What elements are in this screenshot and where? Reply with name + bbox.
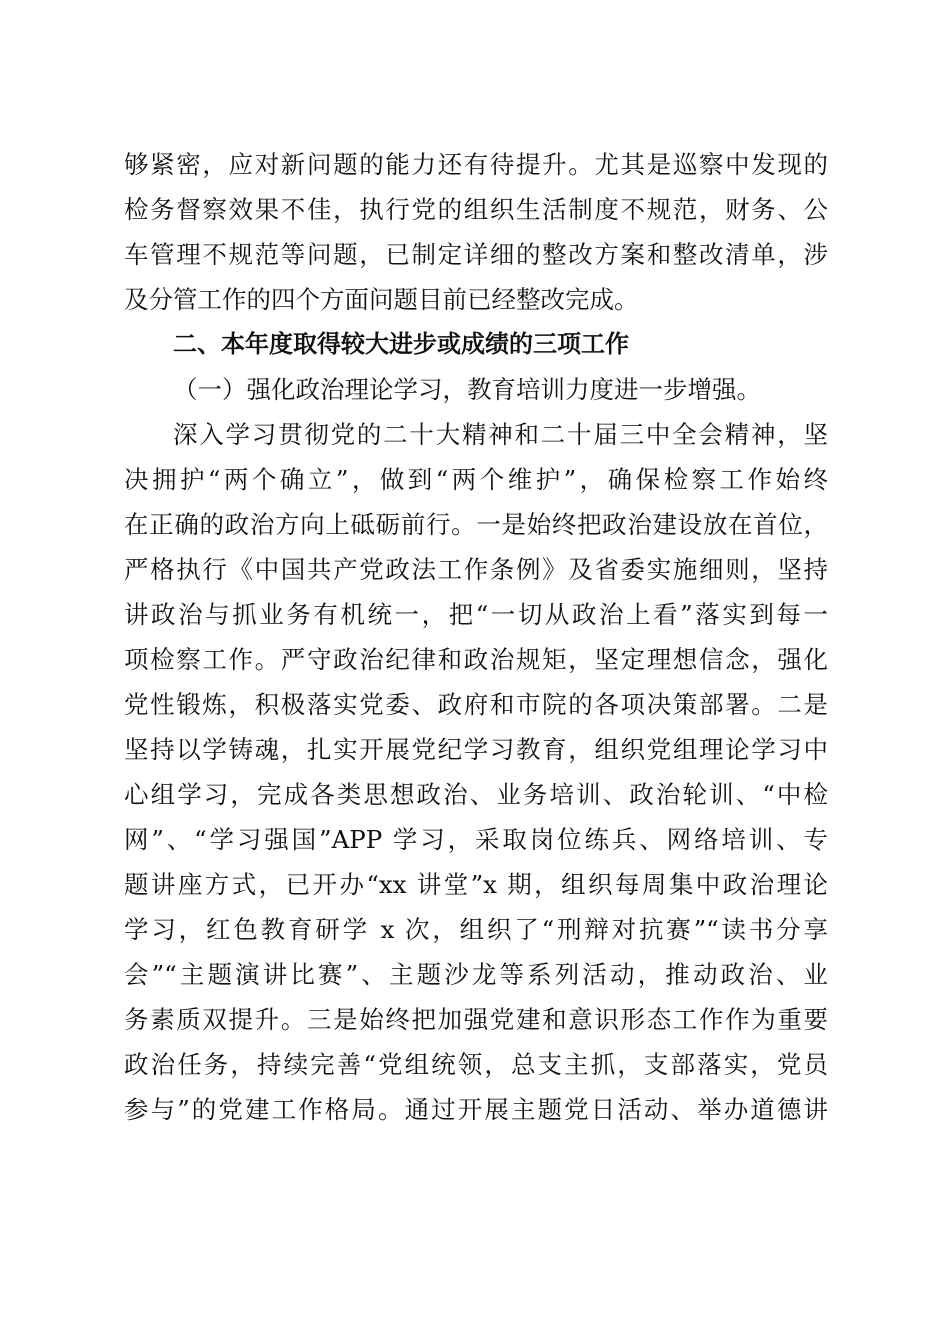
text-line: 网”、“学习强国”APP 学习，采取岗位练兵、网络培训、专	[124, 825, 828, 854]
text-line: 务素质双提升。三是始终把加强党建和意识形态工作作为重要	[124, 1005, 828, 1034]
text-line: 车管理不规范等问题，已制定详细的整改方案和整改清单，涉	[124, 240, 828, 269]
text-line: 党性锻炼，积极落实党委、政府和市院的各项决策部署。二是	[124, 690, 828, 719]
text-line: 学习，红色教育研学 x 次，组织了“刑辩对抗赛”“读书分享	[124, 915, 828, 944]
section-heading: 二、本年度取得较大进步或成绩的三项工作	[173, 330, 629, 358]
text-line: 心组学习，完成各类思想政治、业务培训、政治轮训、“中检	[124, 780, 828, 809]
text-line: 项检察工作。严守政治纪律和政治规矩，坚定理想信念，强化	[124, 645, 828, 674]
subsection-heading: （一）强化政治理论学习，教育培训力度进一步增强。	[173, 375, 761, 404]
text-line: 决拥护“两个确立”，做到“两个维护”，确保检察工作始终	[124, 465, 828, 494]
text-line: 深入学习贯彻党的二十大精神和二十届三中全会精神，坚	[173, 420, 828, 449]
text-line: 题讲座方式，已开办“xx 讲堂”x 期，组织每周集中政治理论	[124, 870, 828, 899]
text-line: 检务督察效果不佳，执行党的组织生活制度不规范，财务、公	[124, 195, 828, 224]
text-line: 政治任务，持续完善“党组统领，总支主抓，支部落实，党员	[124, 1050, 828, 1079]
text-line: 够紧密，应对新问题的能力还有待提升。尤其是巡察中发现的	[124, 150, 828, 179]
text-line: 严格执行《中国共产党政法工作条例》及省委实施细则，坚持	[124, 555, 828, 584]
paragraph-continuation	[124, 142, 828, 322]
document-body	[124, 142, 828, 1132]
text-line: 及分管工作的四个方面问题目前已经整改完成。	[124, 285, 639, 314]
text-line: 讲政治与抓业务有机统一，把“一切从政治上看”落实到每一	[124, 600, 828, 629]
text-line: 在正确的政治方向上砥砺前行。一是始终把政治建设放在首位，	[124, 510, 828, 539]
text-line: 会”“主题演讲比赛”、主题沙龙等系列活动，推动政治、业	[124, 960, 828, 989]
text-line: 坚持以学铸魂，扎实开展党纪学习教育，组织党组理论学习中	[124, 735, 828, 764]
paragraph-body	[124, 412, 828, 1132]
text-line: 参与”的党建工作格局。通过开展主题党日活动、举办道德讲	[124, 1095, 828, 1124]
